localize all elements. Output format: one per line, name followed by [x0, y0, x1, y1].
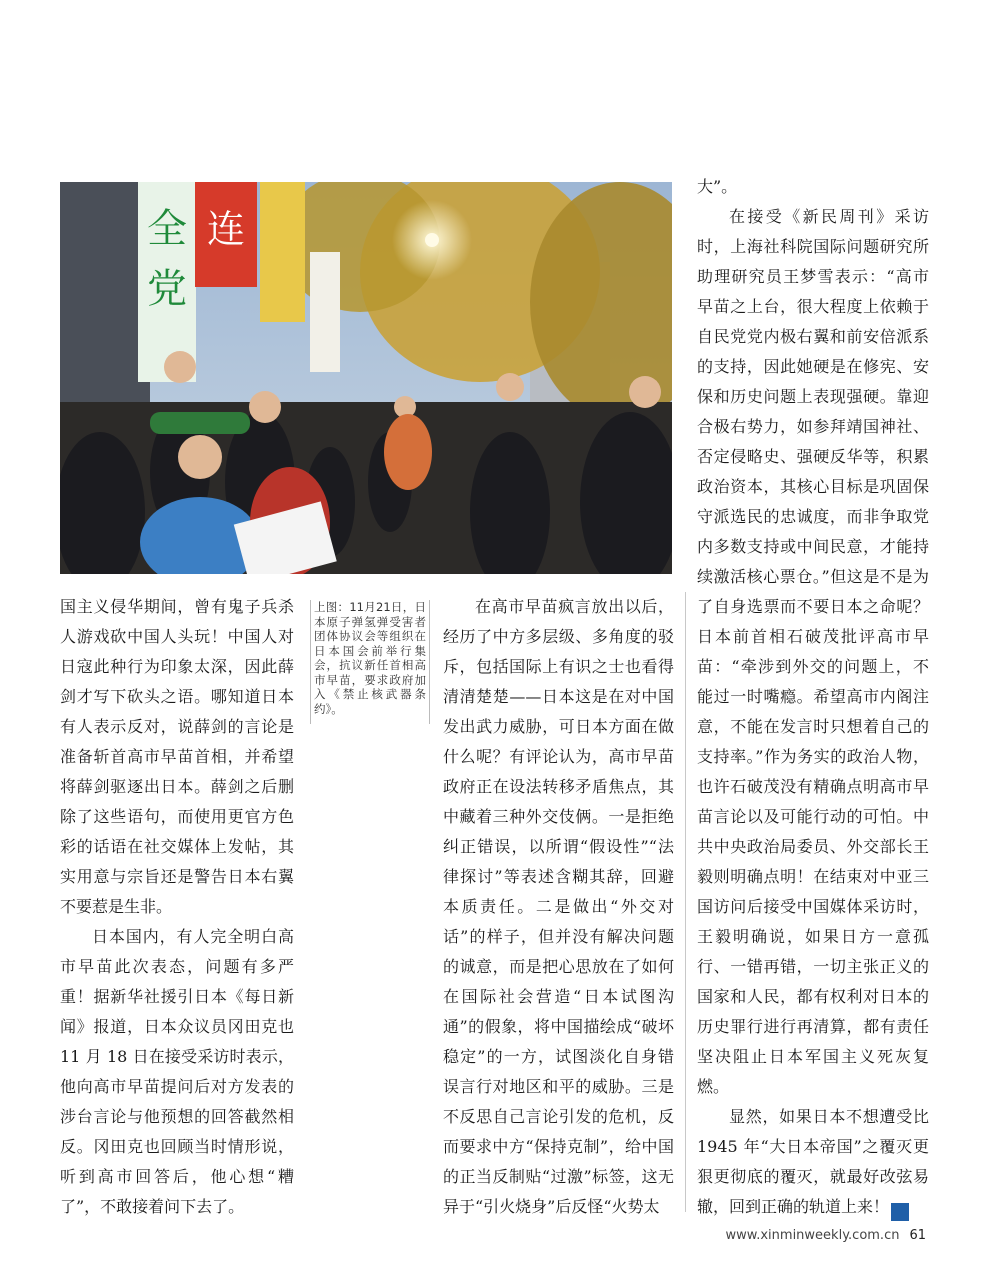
col4-paragraph-1: 在接受《新民周刊》采访时，上海社科院国际问题研究所助理研究员王梦雪表示：“高市早苗之上台，很大程度上依赖于自民党党内极右翼和前安倍派系的支持，因此她硬是在修宪、安保和历史问题上表现强硬。靠迎合极右势力，如参拜靖国神社、否定侵略史、强硬反华等，积累政治资本，其核心目标是巩固保守派选民的忠诚度，而非争取党内多数支持或中间民意，才能持续激活核心票仓。”但这是不是为了自身选票而不要日本之命呢？日本前首相石破茂批评高市早苗：“牵涉到外交的问题上，不能过一时嘴瘾。希望高市内阁注意，不能在发言时只想着自己的支持率。”作为务实的政治人物，也许石破茂没有精确点明高市早苗言论以及可能行动的可怕。中共中央政治局委员、外交部长王毅则明确点明！在结束对中亚三国访问后接受中国媒体采访时，王毅明确说，如果日方一意孤行、一错再错，一切主张正义的国家和人民，都有权利对日本的历史罪行进行再清算，都有责任坚决阻止日本军国主义死灰复燃。 [697, 207, 929, 1096]
col1-paragraph-2: 日本国内，有人完全明白高市早苗此次表态，问题有多严重！据新华社援引日本《每日新闻》报道，日本众议员冈田克也11 月 18 日在接受采访时表示，他向高市早苗提问后对方发表的涉台言论与他预想的回答截然相反。冈田克也回顾当时情形说，听到高市回答后，他心想“糟了”，不敢接着问下去了。 [60, 927, 294, 1216]
column-divider [685, 592, 686, 1212]
col1-paragraph-1: 国主义侵华期间，曾有鬼子兵杀人游戏砍中国人头玩！中国人对日寇此种行为印象太深，因此薛剑才写下砍头之语。哪知道日本有人表示反对，说薛剑的言论是准备斩首高市早苗首相，并希望将薛剑驱逐出日本。薛剑之后删除了这些语句，而使用更官方色彩的话语在社交媒体上发帖，其实用意与宗旨还是警告日本右翼不要惹是生非。 [60, 597, 294, 916]
column-3 [443, 592, 674, 1222]
photo-caption: 上图：11月21日，日本原子弹氢弹受害者团体协议会等组织在日本国会前举行集会，抗议新任首相高市早苗，要求政府加入《禁止核武器条约》。 [310, 600, 430, 724]
magazine-logo-icon: 民 [891, 1203, 909, 1221]
protest-photo [60, 182, 672, 574]
banner-text-1: 连 [206, 207, 246, 251]
page-number: 61 [909, 1228, 926, 1243]
page-footer [726, 1228, 926, 1243]
banner-text-2: 全 [147, 206, 187, 252]
banner-text-3: 党 [147, 266, 187, 312]
column-4 [697, 172, 937, 1222]
column-1 [60, 592, 294, 1222]
col4-paragraph-2: 显然，如果日本不想遭受比 1945 年“大日本帝国”之覆灭更狠更彻底的覆灭，就最好改弦易辙，回到正确的轨道上来！ [697, 1107, 929, 1216]
col4-paragraph-0: 大”。 [697, 177, 738, 196]
col3-paragraph-1: 在高市早苗疯言放出以后，经历了中方多层级、多角度的驳斥，包括国际上有识之士也看得清清楚楚——日本这是在对中国发出武力威胁，可日本方面在做什么呢？有评论认为，高市早苗政府正在设法转移矛盾焦点，其中藏着三种外交伎俩。一是拒绝纠正错误，以所谓“假设性”“法律探讨”等表述含糊其辞，回避本质责任。二是做出“外交对话”的样子，但并没有解决问题的诚意，而是把心思放在了如何在国际社会营造“日本试图沟通”的假象，将中国描绘成“破坏稳定”的一方，试图淡化自身错误言行对地区和平的威胁。三是不反思自己言论引发的危机，反而要求中方“保持克制”，给中国的正当反制贴“过激”标签，这无异于“引火烧身”后反怪“火势太 [443, 597, 674, 1216]
footer-url: www.xinminweekly.com.cn [725, 1228, 900, 1243]
